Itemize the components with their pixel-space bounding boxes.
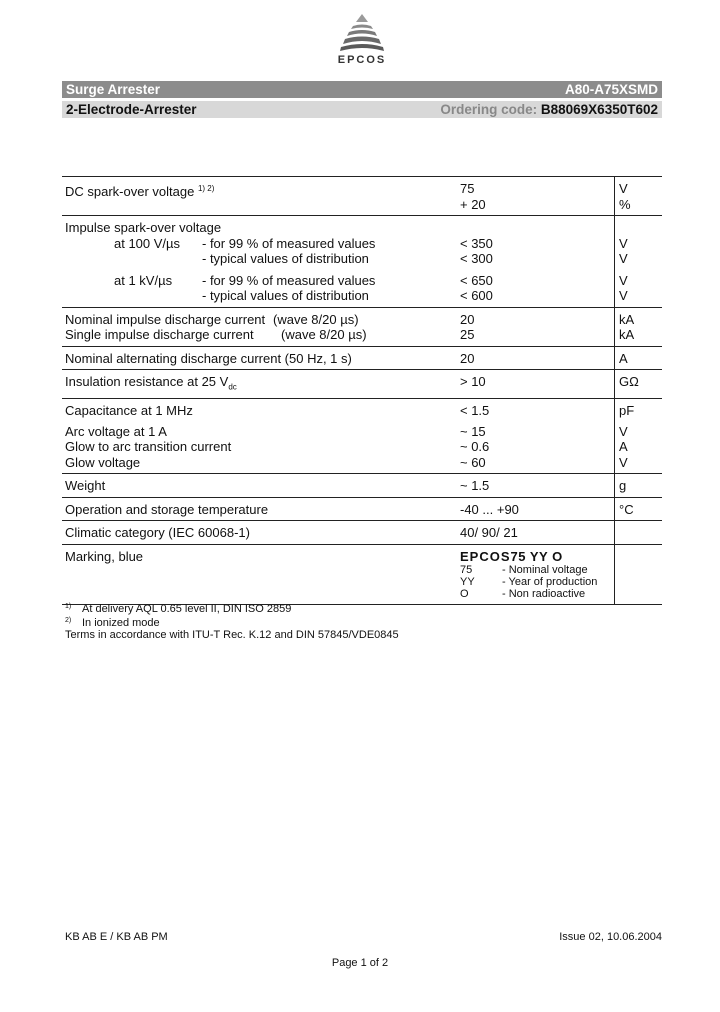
ordering-code: B88069X6350T602: [540, 102, 658, 117]
spec-value: < 600: [460, 288, 493, 303]
spec-value: > 10: [457, 370, 615, 399]
epcos-logo: [330, 14, 394, 70]
spec-condition: (wave 8/20 µs): [273, 311, 359, 327]
spec-unit: V: [619, 423, 628, 439]
table-row: [62, 307, 662, 346]
spec-label: Nominal impulse discharge current: [65, 311, 266, 327]
table-row: [62, 497, 662, 521]
spec-unit: V: [619, 272, 628, 288]
table-row: [62, 216, 662, 308]
spec-label: Marking, blue: [62, 544, 457, 605]
spec-unit: A: [615, 346, 663, 370]
document-subtitle: 2-Electrode-Arrester: [66, 102, 197, 117]
spec-unit: GΩ: [615, 370, 663, 399]
spec-unit: V: [619, 235, 628, 251]
spec-value: < 650: [460, 272, 493, 288]
spec-value: + 20: [460, 196, 486, 212]
terms-note: Terms in accordance with ITU-T Rec. K.12 and DIN 57845/VDE0845: [65, 629, 399, 641]
spec-value: -40 ... +90: [457, 497, 615, 521]
spec-value: 20: [457, 346, 615, 370]
subscript: dc: [228, 382, 237, 392]
spec-value: ~ 60: [460, 454, 486, 470]
footnotes: [65, 601, 399, 641]
brand-name: EPCOS: [337, 54, 387, 66]
spec-table: [62, 176, 662, 605]
header-bar-subtitle: [62, 101, 662, 118]
spec-label: Arc voltage at 1 A: [65, 423, 167, 439]
footnote-mark: 2): [65, 617, 72, 624]
spec-sublabel: at 1 kV/µs: [114, 272, 173, 288]
footnote-ref: 1) 2): [197, 184, 215, 193]
spec-unit: °C: [615, 497, 663, 521]
spec-value: < 300: [460, 251, 493, 266]
spec-label: Nominal alternating discharge current (50 Hz, 1 s): [62, 346, 457, 370]
epcos-pyramid-icon: [340, 14, 384, 52]
table-row: [62, 370, 662, 399]
table-row: [62, 177, 662, 216]
spec-unit: g: [615, 474, 663, 498]
spec-unit: V: [619, 288, 628, 303]
spec-label: Operation and storage temperature: [62, 497, 457, 521]
marking-desc: - Year of production: [502, 576, 598, 589]
spec-unit: A: [619, 439, 628, 455]
footnote-text: In ionized mode: [82, 617, 160, 629]
spec-value: 40/ 90/ 21: [457, 521, 615, 545]
table-row: [62, 399, 662, 422]
spec-label: Single impulse discharge current: [65, 327, 254, 342]
spec-unit: kA: [619, 327, 635, 342]
document-title: Surge Arrester: [66, 82, 161, 97]
spec-value: ~ 0.6: [460, 439, 490, 455]
spec-condition: - typical values of distribution: [202, 251, 369, 266]
spec-unit: kA: [619, 311, 635, 327]
ordering-code-block: [440, 101, 658, 118]
marking-desc: - Non radioactive: [502, 588, 586, 601]
page-number: Page 1 of 2: [331, 957, 389, 969]
header-bar-title: [62, 81, 662, 98]
spec-unit: V: [619, 181, 628, 196]
footnote-mark: 1): [65, 603, 72, 610]
spec-value: 20: [460, 311, 475, 327]
spec-value: < 1.5: [457, 399, 615, 422]
marking-key: 75: [460, 564, 473, 577]
spec-value: 75: [460, 181, 475, 196]
spec-condition: - for 99 % of measured values: [202, 235, 376, 251]
spec-label: Weight: [62, 474, 457, 498]
table-row: [62, 521, 662, 545]
spec-label: DC spark-over voltage: [65, 184, 195, 199]
spec-value: ~ 15: [460, 423, 486, 439]
spec-condition: (wave 8/20 µs): [281, 327, 367, 342]
spec-condition: - typical values of distribution: [202, 288, 369, 303]
spec-label: Insulation resistance at 25 V: [65, 374, 229, 389]
marking-desc: - Nominal voltage: [502, 564, 588, 577]
spec-value: 25: [460, 327, 475, 342]
table-row: [62, 474, 662, 498]
spec-label: Climatic category (IEC 60068-1): [62, 521, 457, 545]
table-row: [62, 544, 662, 605]
spec-unit: %: [619, 196, 631, 212]
part-number: A80-A75XSMD: [564, 82, 658, 97]
ordering-code-label: Ordering code:: [440, 102, 538, 117]
marking-code: 75 YY O: [510, 548, 563, 564]
spec-label: Impulse spark-over voltage: [65, 220, 222, 235]
spec-value: < 350: [460, 235, 493, 251]
marking-key: O: [460, 588, 469, 601]
spec-unit: pF: [615, 399, 663, 422]
footer-department: KB AB E / KB AB PM: [65, 931, 168, 943]
spec-unit: V: [619, 251, 628, 266]
spec-value: ~ 1.5: [457, 474, 615, 498]
spec-condition: - for 99 % of measured values: [202, 272, 376, 288]
spec-sublabel: at 100 V/µs: [114, 235, 181, 251]
spec-label: Glow to arc transition current: [65, 439, 232, 455]
table-row: [62, 422, 662, 474]
spec-label: Capacitance at 1 MHz: [62, 399, 457, 422]
spec-label: Glow voltage: [65, 454, 141, 470]
footnote-text: At delivery AQL 0.65 level II, DIN ISO 2859: [82, 603, 292, 615]
table-row: [62, 346, 662, 370]
marking-brand: EPCOS: [460, 548, 511, 564]
marking-key: YY: [460, 576, 475, 589]
footer-issue: Issue 02, 10.06.2004: [559, 931, 662, 943]
spec-unit: V: [619, 454, 628, 470]
